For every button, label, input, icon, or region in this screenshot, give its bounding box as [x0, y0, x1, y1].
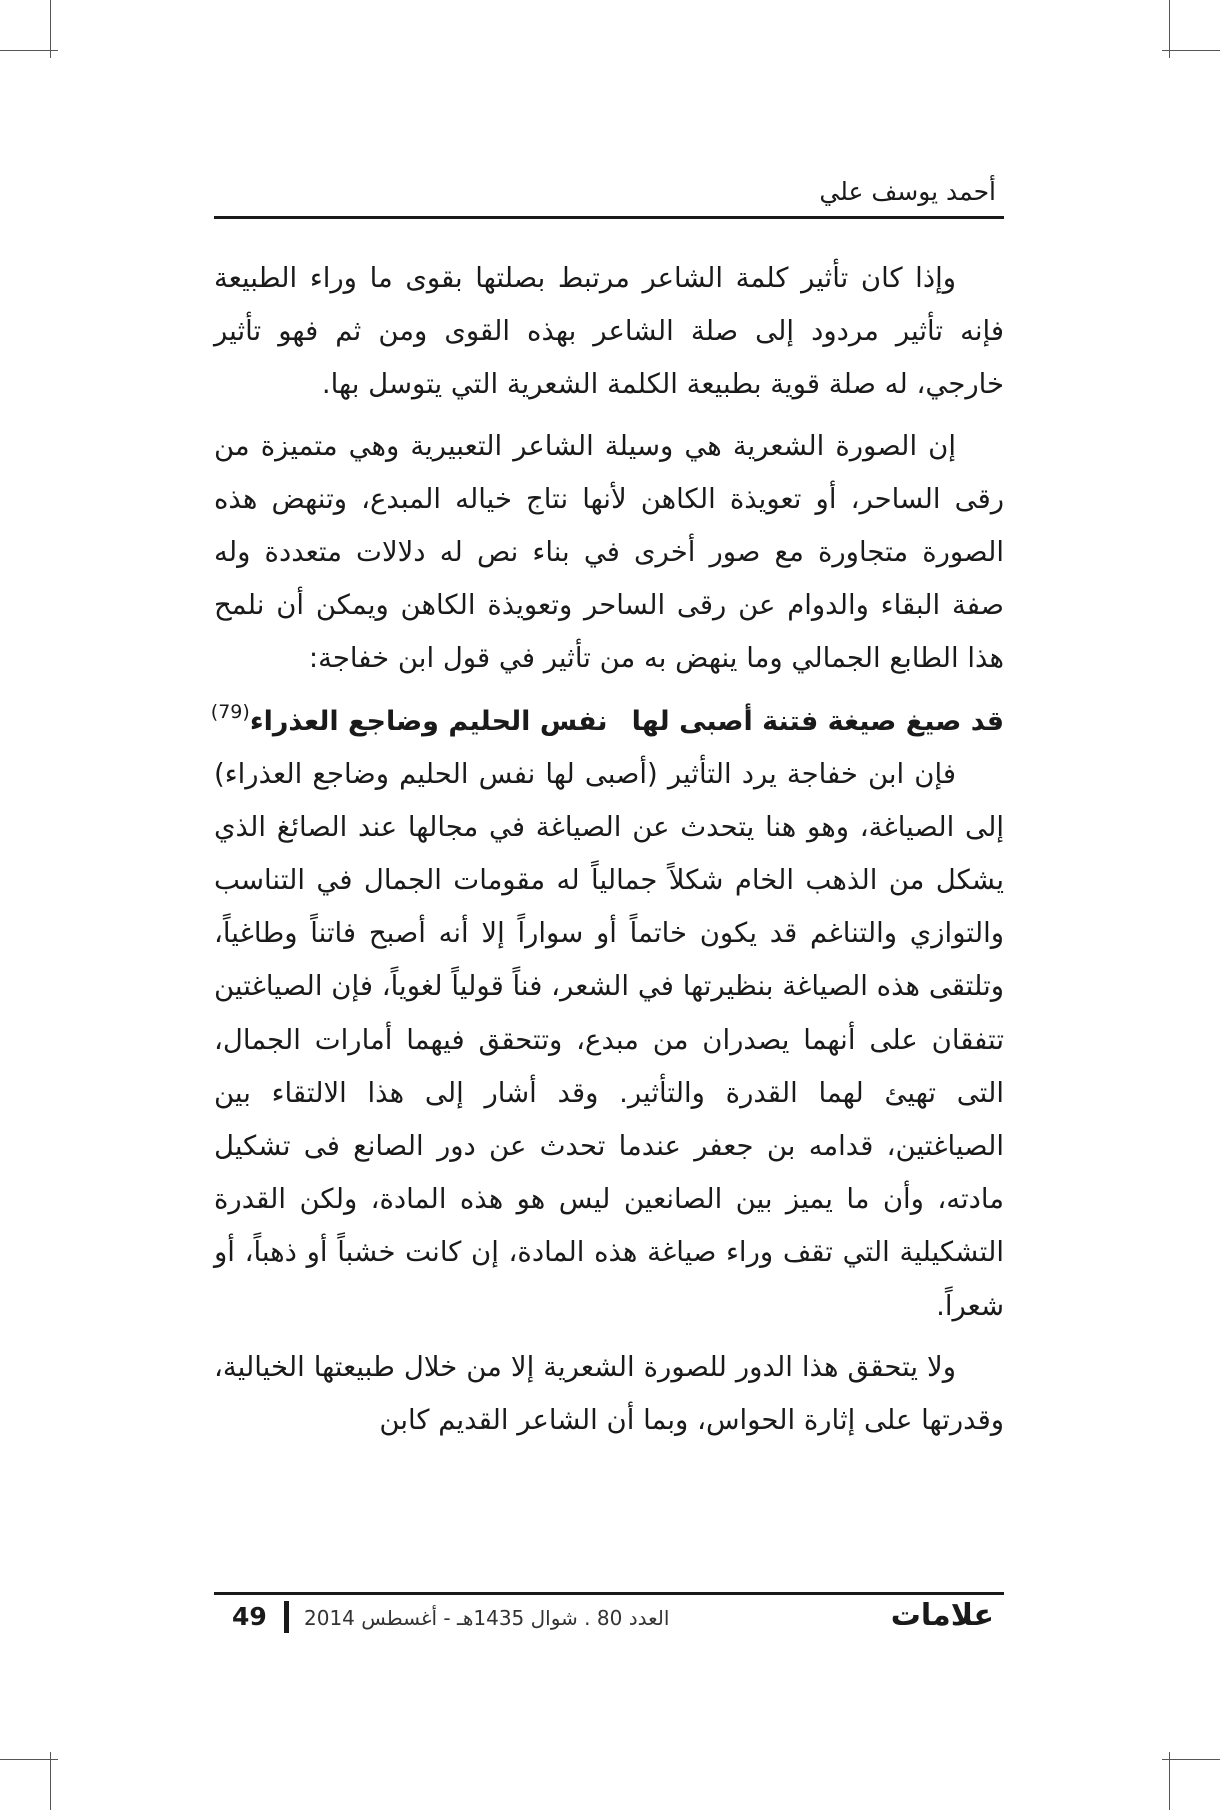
author-name: أحمد يوسف علي — [819, 177, 996, 206]
crop-mark-bottom-right — [1169, 1752, 1170, 1810]
footer-separator — [284, 1601, 289, 1633]
page-number: 49 — [232, 1602, 267, 1631]
poetry-verse — [210, 686, 1004, 748]
footnote-ref: (79) — [210, 700, 250, 723]
crop-mark-bottom-left — [50, 1752, 51, 1810]
article-body — [210, 252, 1004, 1447]
verse-hemistich-2: نفس الحليم وضاجع العذراء — [249, 705, 608, 737]
paragraph-2: إن الصورة الشعرية هي وسيلة الشاعر التعبيرية وهي متميزة من رقى الساحر، أو تعويذة الكاهن لأنها نتاج خياله المبدع، وتنهض هذه الصورة متجاورة مع صور أخرى في بناء نص له دلالات متعددة وله صفة البقاء والدوام عن رقى الساحر وتعويذة الكاهن ويمكن أن نلمح هذا الطابع الجمالي وما ينهض به من تأثير في قول ابن خفاجة: — [214, 429, 1004, 675]
crop-mark-bottom-left-h — [0, 1759, 58, 1760]
paragraph-3: فإن ابن خفاجة يرد التأثير (أصبى لها نفس الحليم وضاجع العذراء) إلى الصياغة، وهو هنا يتحدث عن الصياغة في مجالها عند الصائغ الذي يشكل من الذهب الخام شكلاً جمالياً له مقومات الجمال في التناسب والتوازي والتناغم قد يكون خاتماً أو سواراً إلا أنه أصبح فاتناً وطاغياً، وتلتقى هذه الصياغة بنظيرتها في الشعر، فناً قولياً لغوياً، فإن الصياغتين تتفقان على أنهما يصدران من مبدع، وتتحقق فيهما أمارات الجمال، التى تهيئ لهما القدرة والتأثير. وقد أشار إلى هذا الالتقاء بين الصياغتين، قدامه بن جعفر عندما تحدث عن دور الصانع فى تشكيل مادته، وأن ما يميز بين الصانعين ليس هو هذه المادة، ولكن القدرة التشكيلية التي تقف وراء صياغة هذه المادة، إن كانت خشباً أو ذهباً، أو شعراً. — [214, 757, 1004, 1322]
paragraph-1: وإذا كان تأثير كلمة الشاعر مرتبط بصلتها بقوى ما وراء الطبيعة فإنه تأثير مردود إلى صلة الشاعر بهذه القوى ومن ثم فهو تأثير خارجي، له صلة قوية بطبيعة الكلمة الشعرية التي يتوسل بها. — [214, 262, 1004, 401]
issue-info: العدد 80 . شوال 1435هـ - أغسطس 2014 — [304, 1606, 670, 1630]
running-head — [214, 172, 1004, 219]
verse-hemistich-1: قد صيغ صيغة فتنة أصبى لها — [631, 705, 1004, 737]
crop-mark-top-left-h — [0, 50, 58, 51]
page-footer — [214, 1592, 1004, 1641]
journal-logo: علامات — [890, 1598, 994, 1633]
crop-mark-top-right-h — [1162, 50, 1220, 51]
paragraph-4: ولا يتحقق هذا الدور للصورة الشعرية إلا من خلال طبيعتها الخيالية، وقدرتها على إثارة الحواس، وبما أن الشاعر القديم كابن — [214, 1350, 1004, 1437]
crop-mark-bottom-right-h — [1162, 1759, 1220, 1760]
